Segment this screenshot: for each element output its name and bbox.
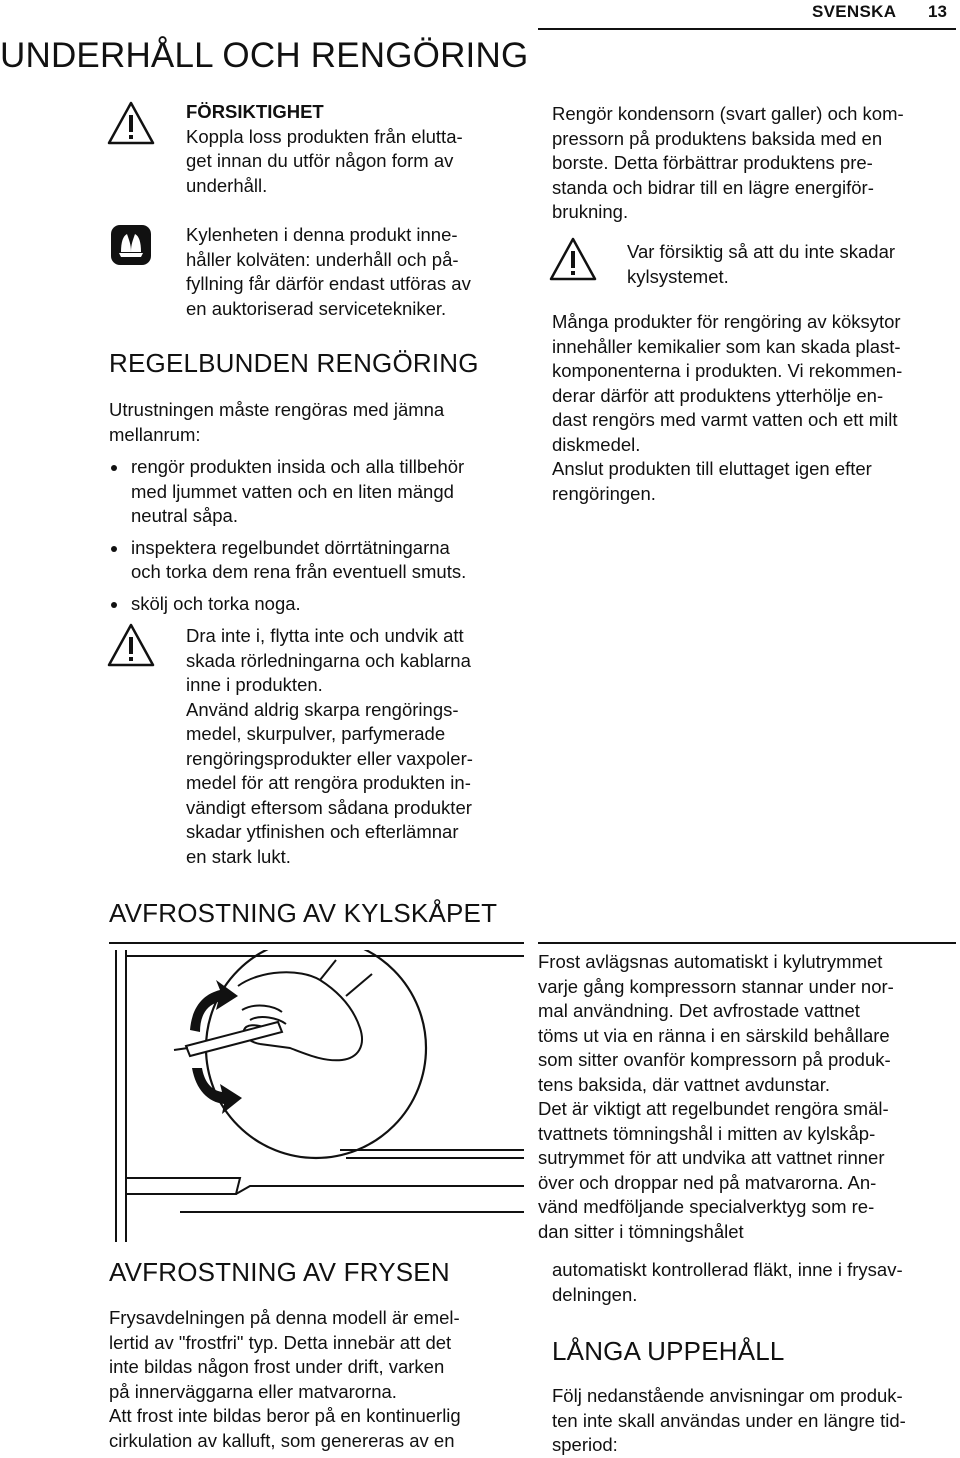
- warning-triangle-icon: [549, 236, 597, 282]
- section-rule-right: [538, 942, 956, 944]
- long-absence-text: Följ nedanstående anvisningar om produk- ten inte skall användas under en längre tid- speriod:: [552, 1385, 906, 1455]
- caution-heading: FÖRSIKTIGHET: [186, 101, 324, 122]
- list-item: inspektera regelbundet dörrtätningarna och torka dem rena från eventuell smuts.: [109, 536, 529, 585]
- caution-block: [186, 100, 526, 198]
- defrost-fridge-text: Frost avlägsnas automatiskt i kylutrymmet varje gång kompressorn stannar under nor- mal användning. Det avfrostade vattnet töms ut via en ränna i en särskild behållare som sitter ovanför kompressorn på produk- tens baksida, där vattnet avdunstar. Det är viktigt att regelbundet rengöra smäl- tvattnets tömningshål i mitten av kylskåp- sutrymmet för att undvika att vattnet rinner över och droppar ned på matvarorna. An- vänd medföljande specialverktyg som re- dan sitter i tömningshålet: [538, 951, 894, 1242]
- cooling-system-warning: Var försiktig så att du inte skadar kylsystemet.: [627, 241, 896, 287]
- section-heading-defrost-fridge: AVFROSTNING AV KYLSKÅPET: [109, 898, 498, 928]
- condenser-text: Rengör kondensorn (svart galler) och kom- pressorn på produktens baksida med en borste. Detta förbättrar produktens pre- standa och bidrar till en lägre energiför- brukning.: [552, 103, 904, 222]
- section-rule-left: [109, 942, 524, 944]
- section-heading-regular-cleaning: REGELBUNDEN RENGÖRING: [109, 348, 479, 378]
- defrost-freezer-continued: automatiskt kontrollerad fläkt, inne i frysav- delningen.: [552, 1259, 903, 1305]
- list-item: skölj och torka noga.: [109, 592, 529, 617]
- warning-triangle-icon: [107, 100, 155, 146]
- page-title: UNDERHÅLL OCH RENGÖRING: [0, 36, 529, 75]
- environment-note: Kylenheten i denna produkt inne- håller kolväten: underhåll och på- fyllning får därför endast utföras av en auktoriserad servicetekniker.: [186, 224, 471, 319]
- defrost-drain-illustration: [110, 950, 524, 1242]
- page-number: 13: [928, 2, 947, 21]
- warning-triangle-icon: [107, 622, 155, 668]
- section-heading-long-absence: LÅNGA UPPEHÅLL: [552, 1336, 785, 1366]
- header-rule: [538, 28, 956, 30]
- chemicals-text: Många produkter för rengöring av köksytor innehåller kemikalier som kan skada plast- komponenterna i produkten. Vi rekommen- derar därför att produktens ytterhölje en- dast rengörs med varmt vatten och ett milt diskmedel. Anslut produkten till eluttaget igen efter rengöringen.: [552, 311, 903, 504]
- cleaning-list: [109, 455, 529, 616]
- header-language: SVENSKA: [812, 2, 897, 21]
- section-heading-defrost-freezer: AVFROSTNING AV FRYSEN: [109, 1257, 450, 1287]
- pipes-warning-text: Dra inte i, flytta inte och undvik att skada rörledningarna och kablarna inne i produkten. Använd aldrig skarpa rengörings- medel, skurpulver, parfymerade rengöringsprodukter eller vaxpoler- medel för att rengöra produkten in- vändigt eftersom sådana produkter skadar ytfinishen och efterlämnar en stark lukt.: [186, 625, 473, 867]
- caution-text: Koppla loss produkten från elutta- get innan du utför någon form av underhåll.: [186, 125, 463, 196]
- regular-cleaning-body: [109, 398, 529, 623]
- regular-cleaning-intro: Utrustningen måste rengöras med jämna mellanrum:: [109, 399, 445, 445]
- defrost-freezer-text: Frysavdelningen på denna modell är emel- lertid av "frostfri" typ. Detta innebär att det inte bildas någon frost under drift, varken på innerväggarna eller matvarorna. Att frost inte bildas beror på en kontinuerlig cirkulation av kalluft, som genereras av en: [109, 1307, 461, 1451]
- list-item: rengör produkten insida och alla tillbehör med ljummet vatten och en liten mängd neutral såpa.: [109, 455, 529, 529]
- environment-icon: [107, 222, 155, 268]
